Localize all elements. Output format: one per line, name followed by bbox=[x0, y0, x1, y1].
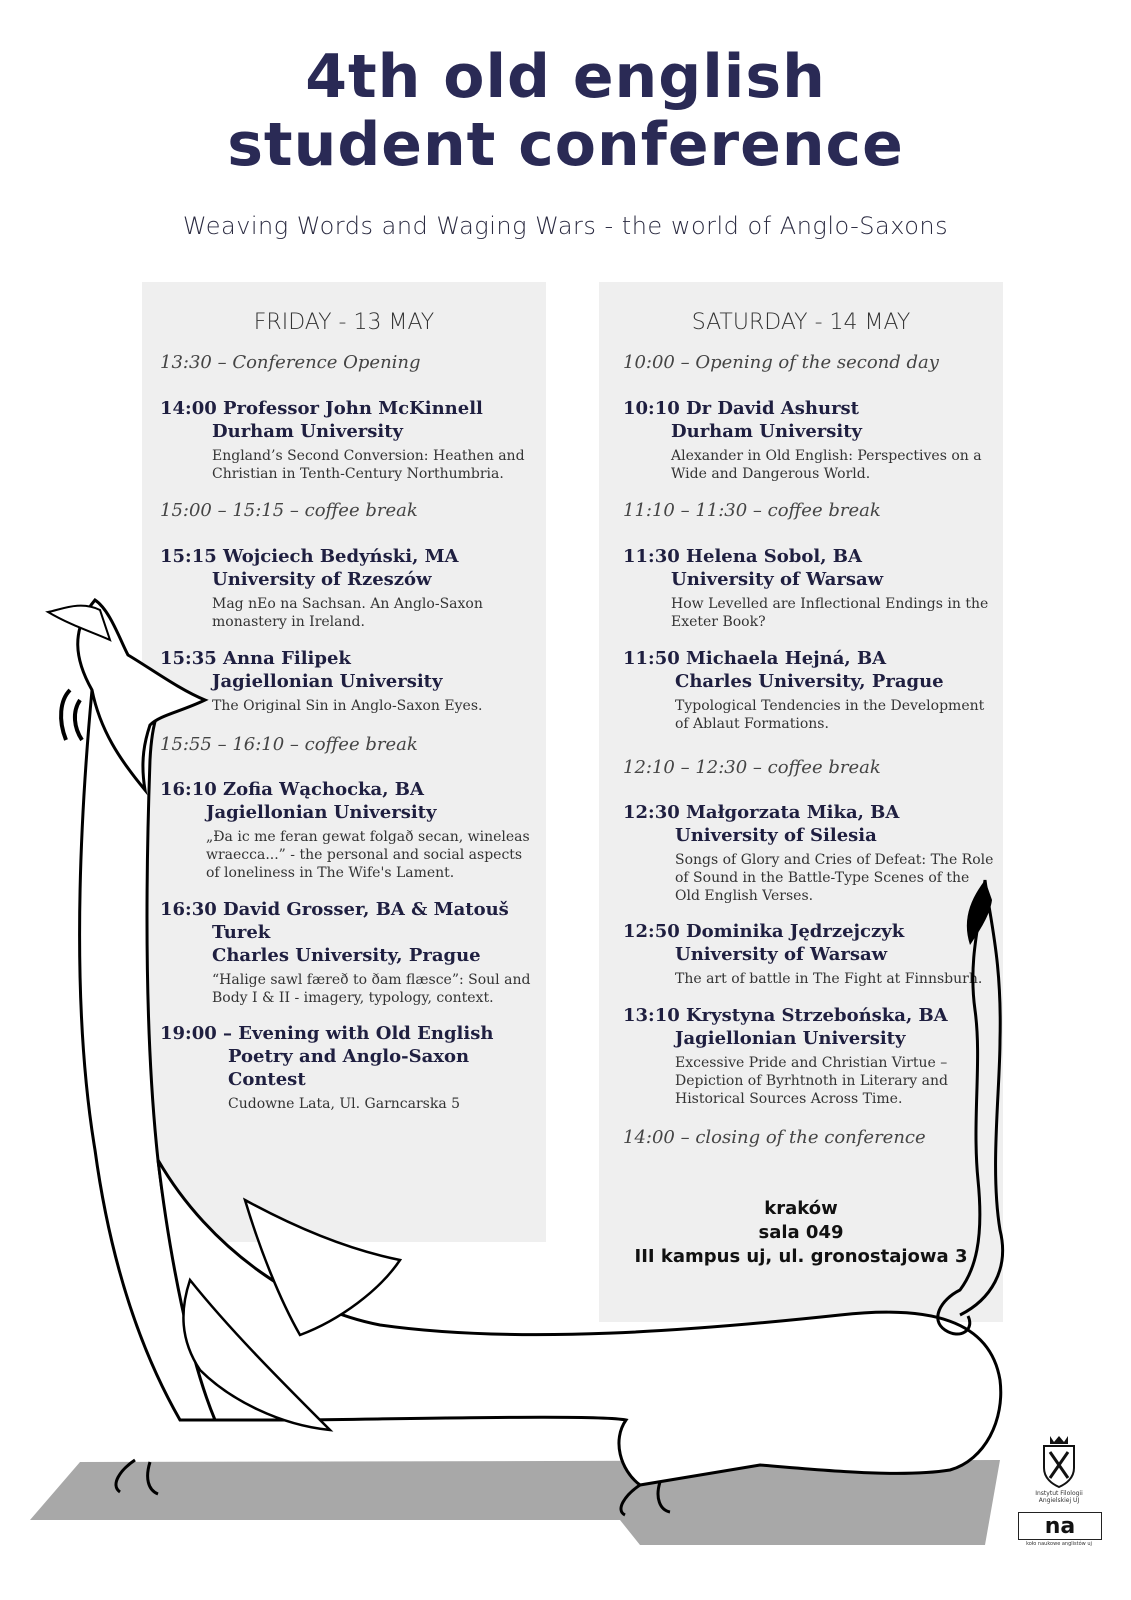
talk-affiliation: University of Warsaw bbox=[671, 569, 884, 590]
venue-city: kraków bbox=[764, 1198, 838, 1219]
talk-description: “Halige sawl færeð to ðam flæsce”: Soul and Body I & II - imagery, typology, context. bbox=[212, 972, 531, 1006]
uj-logo-caption: Instytut Filologii Angielskiej UJ bbox=[1035, 1490, 1083, 1504]
saturday-break-1: 11:10 – 11:30 – coffee break bbox=[623, 500, 881, 521]
talk-title: 16:10 Zofia Wąchocka, BA bbox=[160, 779, 424, 800]
talk-description: Mag nEo na Sachsan. An Anglo-Saxon monastery in Ireland. bbox=[212, 596, 483, 630]
talk-description: The art of battle in The Fight at Finnsburh. bbox=[675, 971, 983, 987]
dragon-front-claws bbox=[116, 1460, 158, 1494]
talk-affiliation: Durham University bbox=[212, 421, 404, 442]
event-location: Cudowne Lata, Ul. Garncarska 5 bbox=[228, 1096, 461, 1112]
talk-affiliation: Jagiellonian University bbox=[206, 802, 437, 823]
friday-opening: 13:30 – Conference Opening bbox=[160, 352, 421, 373]
talk-description: Songs of Glory and Cries of Defeat: The Role of Sound in the Battle-Type Scenes of the Old English Verses. bbox=[675, 852, 994, 904]
talk-description: Excessive Pride and Christian Virtue – Depiction of Byrhtnoth in Literary and Historical Sources Across Time. bbox=[675, 1055, 948, 1107]
venue-room: sala 049 bbox=[758, 1222, 844, 1243]
talk-affiliation: University of Rzeszów bbox=[212, 569, 432, 590]
friday-heading: FRIDAY - 13 MAY bbox=[253, 310, 435, 335]
talk-title: 12:30 Małgorzata Mika, BA bbox=[623, 802, 900, 823]
dragon-tail bbox=[938, 880, 1003, 1334]
dragon-tail-tip bbox=[967, 880, 992, 945]
talk-title: 11:30 Helena Sobol, BA bbox=[623, 546, 862, 567]
dragon-mane bbox=[61, 690, 82, 740]
na-logo-caption: koło naukowe anglistów uj bbox=[1026, 1541, 1092, 1547]
saturday-heading: SATURDAY - 14 MAY bbox=[691, 310, 911, 335]
talk-affiliation: University of Silesia bbox=[675, 825, 877, 846]
talk-title: 10:10 Dr David Ashurst bbox=[623, 398, 859, 419]
talk-description: Alexander in Old English: Perspectives on a Wide and Dangerous World. bbox=[671, 448, 982, 482]
talk-affiliation: Durham University bbox=[671, 421, 863, 442]
venue-address: III kampus uj, ul. gronostajowa 3 bbox=[634, 1246, 968, 1267]
friday-break-1: 15:00 – 15:15 – coffee break bbox=[160, 500, 418, 521]
talk-description: Typological Tendencies in the Development of Ablaut Formations. bbox=[675, 698, 985, 732]
talk-affiliation: University of Warsaw bbox=[675, 944, 888, 965]
talk-description: The Original Sin in Anglo-Saxon Eyes. bbox=[212, 698, 483, 714]
talk-description: England’s Second Conversion: Heathen and Christian in Tenth-Century Northumbria. bbox=[212, 448, 525, 482]
event-title: 19:00 – Evening with Old English bbox=[160, 1023, 494, 1044]
talk-title: 14:00 Professor John McKinnell bbox=[160, 398, 483, 419]
dragon-body bbox=[158, 1160, 1001, 1485]
conference-title-line2: student conference bbox=[227, 110, 904, 180]
event-title-continued: Poetry and Anglo-Saxon bbox=[228, 1046, 470, 1067]
talk-description: „Ða ic me feran gewat folgað secan, wineleas wraecca...” - the personal and social aspects of loneliness in The Wife's Lament. bbox=[206, 829, 530, 881]
talk-title-continued: Turek bbox=[212, 922, 271, 943]
event-title-end: Contest bbox=[228, 1069, 306, 1090]
talk-title: 16:30 David Grosser, BA & Matouš bbox=[160, 899, 509, 920]
talk-affiliation: Jagiellonian University bbox=[675, 1028, 906, 1049]
talk-affiliation: Charles University, Prague bbox=[675, 671, 944, 692]
talk-affiliation: Charles University, Prague bbox=[212, 945, 481, 966]
talk-title: 15:35 Anna Filipek bbox=[160, 648, 351, 669]
talk-title: 13:10 Krystyna Strzebońska, BA bbox=[623, 1005, 948, 1026]
uj-crest-icon bbox=[1030, 1432, 1088, 1490]
conference-title-line1: 4th old english bbox=[305, 42, 826, 112]
talk-title: 11:50 Michaela Hejná, BA bbox=[623, 648, 887, 669]
conference-subtitle: Weaving Words and Waging Wars - the world of Anglo-Saxons bbox=[182, 212, 949, 240]
saturday-closing: 14:00 – closing of the conference bbox=[623, 1127, 926, 1148]
talk-title: 15:15 Wojciech Bedyński, MA bbox=[160, 546, 459, 567]
dragon-back-claws bbox=[621, 1482, 670, 1515]
talk-affiliation: Jagiellonian University bbox=[212, 671, 443, 692]
na-logo bbox=[1018, 1512, 1102, 1540]
saturday-opening: 10:00 – Opening of the second day bbox=[623, 352, 939, 373]
na-logo-text: na bbox=[1044, 1513, 1076, 1539]
talk-title: 12:50 Dominika Jędrzejczyk bbox=[623, 921, 905, 942]
friday-break-2: 15:55 – 16:10 – coffee break bbox=[160, 734, 418, 755]
saturday-break-2: 12:10 – 12:30 – coffee break bbox=[623, 757, 881, 778]
talk-description: How Levelled are Inflectional Endings in the Exeter Book? bbox=[671, 596, 989, 630]
